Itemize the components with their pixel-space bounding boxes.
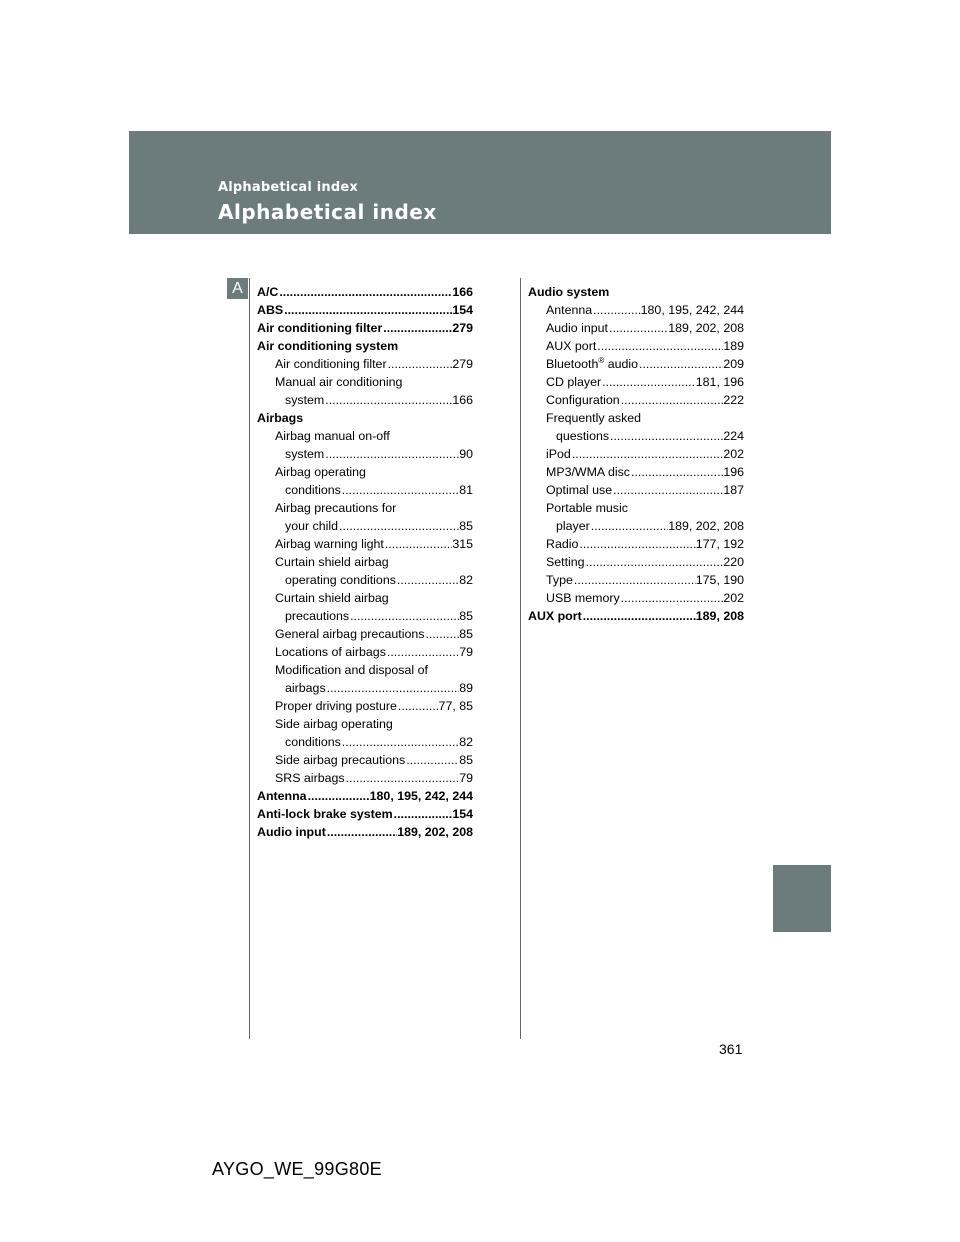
index-term: conditions [285,483,341,497]
index-entry [257,319,473,337]
index-term: USB memory [546,591,620,605]
dot-leader [612,481,723,499]
index-entry [257,481,473,499]
index-heading [257,499,473,517]
index-heading-text: Side airbag operating [275,717,393,731]
page-number: 361 [719,1041,743,1057]
index-entry [257,643,473,661]
page-reference[interactable]: 181, 196 [695,375,744,389]
dot-leader [307,787,370,805]
index-heading-text: Air conditioning system [257,339,399,353]
index-heading [528,499,744,517]
dot-leader [571,445,724,463]
index-term: Bluetooth® audio [546,355,639,371]
index-entry [528,391,744,409]
index-entry [528,337,744,355]
index-heading [257,715,473,733]
index-term: Audio input [546,321,609,335]
index-heading [528,283,744,301]
page-reference[interactable]: 180, 195, 242, 244 [640,303,744,317]
section-label: Alphabetical index [218,180,358,195]
index-entry [528,589,744,607]
index-entry [257,571,473,589]
index-entry [257,751,473,769]
page-reference[interactable]: 175, 190 [695,573,744,587]
dot-leader [582,607,696,625]
index-term: Audio input [257,825,326,839]
index-heading-text: Frequently asked [546,411,642,425]
page-reference[interactable]: 189, 202, 208 [397,825,473,839]
dot-leader [278,283,452,301]
dot-leader [396,571,459,589]
index-entry [528,373,744,391]
index-term: system [285,447,325,461]
index-letter-tab: A [227,278,248,299]
index-term: A/C [257,285,279,299]
dot-leader [590,517,668,535]
dot-leader [585,553,724,571]
index-entry [528,535,744,553]
index-entry [257,733,473,751]
dot-leader [608,319,668,337]
page-reference[interactable]: 166 [452,393,473,407]
dot-leader [283,301,452,319]
page-reference[interactable]: 90 [459,447,473,461]
document-code: AYGO_WE_99G80E [212,1159,382,1179]
index-entry [257,355,473,373]
index-entry [257,607,473,625]
page-reference[interactable]: 85 [459,609,473,623]
index-term: Configuration [546,393,620,407]
page-reference[interactable]: 180, 195, 242, 244 [369,789,473,803]
dot-leader [638,355,723,373]
dot-leader [609,427,723,445]
page-reference[interactable]: 189 [723,339,744,353]
page-reference[interactable]: 222 [723,393,744,407]
index-entry [257,301,473,319]
dot-leader [387,355,453,373]
page-reference[interactable]: 89 [459,681,473,695]
index-heading-text: Airbag manual on-off [275,429,390,443]
page-reference[interactable]: 82 [459,573,473,587]
page-reference[interactable]: 81 [459,483,473,497]
dot-leader [324,445,459,463]
index-heading-text: Manual air conditioning [275,375,403,389]
index-heading [257,661,473,679]
dot-leader [397,697,439,715]
page-reference[interactable]: 77, 85 [438,699,473,713]
page-reference[interactable]: 166 [452,285,473,299]
index-entry [257,391,473,409]
page-reference[interactable]: 187 [723,483,744,497]
column-divider-left [249,278,250,1039]
page-reference[interactable]: 79 [459,645,473,659]
index-term: questions [556,429,610,443]
dot-leader [393,805,453,823]
index-term: iPod [546,447,571,461]
dot-leader [341,481,459,499]
page-reference[interactable]: 154 [452,303,473,317]
page-reference[interactable]: 224 [723,429,744,443]
page-reference[interactable]: 189, 202, 208 [668,519,744,533]
index-term: Air conditioning filter [257,321,383,335]
index-entry [257,769,473,787]
index-term: Antenna [546,303,593,317]
page-reference[interactable]: 196 [723,465,744,479]
index-heading-text: Audio system [528,285,610,299]
index-term: Side airbag precautions [275,753,406,767]
index-term: operating conditions [285,573,396,587]
page-reference[interactable]: 202 [723,591,744,605]
page-reference[interactable]: 177, 192 [695,537,744,551]
page-reference[interactable]: 189, 202, 208 [668,321,744,335]
index-term: Proper driving posture [275,699,397,713]
dot-leader [424,625,459,643]
index-heading-text: Portable music [546,501,628,515]
dot-leader [620,589,724,607]
index-entry [528,553,744,571]
index-entry [257,679,473,697]
page-reference[interactable]: 279 [452,321,473,335]
index-term: Setting [546,555,585,569]
index-heading [257,409,473,427]
index-term: Antenna [257,789,307,803]
index-heading-text: Modification and disposal of [275,663,428,677]
index-heading-text: Airbag operating [275,465,366,479]
index-entry [528,481,744,499]
page-reference[interactable]: 220 [723,555,744,569]
dot-leader [326,679,460,697]
index-entry [528,571,744,589]
dot-leader [592,301,640,319]
index-term: ABS [257,303,284,317]
index-term: SRS airbags [275,771,345,785]
index-entry [257,535,473,553]
page-reference[interactable]: 202 [723,447,744,461]
dot-leader [386,643,459,661]
index-entry [528,319,744,337]
dot-leader [326,823,397,841]
registered-mark: ® [598,355,605,365]
dot-leader [338,517,459,535]
dot-leader [573,571,696,589]
page-reference[interactable]: 85 [459,753,473,767]
index-heading-text: Curtain shield airbag [275,555,389,569]
index-term: General airbag precautions [275,627,425,641]
index-entry [528,427,744,445]
index-term: Locations of airbags [275,645,386,659]
dot-leader [341,733,459,751]
index-entry [528,463,744,481]
index-column-2 [528,283,744,625]
index-term: conditions [285,735,341,749]
index-term: Air conditioning filter [275,357,387,371]
page-reference[interactable]: 209 [723,357,744,371]
index-term: MP3/WMA disc [546,465,630,479]
index-entry [528,517,744,535]
index-term: precautions [285,609,350,623]
column-divider-middle [520,278,521,1039]
index-heading [257,463,473,481]
index-entry [528,355,744,373]
dot-leader [630,463,723,481]
dot-leader [601,373,696,391]
dot-leader [349,607,459,625]
index-term: Anti-lock brake system [257,807,393,821]
index-term: Type [546,573,573,587]
dot-leader [578,535,695,553]
dot-leader [384,535,452,553]
index-term: Radio [546,537,579,551]
index-entry [528,301,744,319]
index-term: your child [285,519,339,533]
page-reference[interactable]: 82 [459,735,473,749]
index-entry [257,787,473,805]
index-entry [257,445,473,463]
page-title: Alphabetical index [218,200,437,224]
index-heading [257,553,473,571]
index-heading [257,589,473,607]
index-entry [257,283,473,301]
index-entry [257,805,473,823]
page-reference[interactable]: 85 [459,519,473,533]
page-reference[interactable]: 315 [452,537,473,551]
page-reference[interactable]: 85 [459,627,473,641]
page-reference[interactable]: 154 [452,807,473,821]
index-column-1 [257,283,473,841]
index-heading [257,337,473,355]
index-entry [257,625,473,643]
dot-leader [345,769,460,787]
index-entry [257,517,473,535]
page-reference[interactable]: 189, 208 [695,609,744,623]
index-term: system [285,393,325,407]
dot-leader [596,337,723,355]
index-term: CD player [546,375,602,389]
index-entry [257,823,473,841]
index-heading [257,427,473,445]
index-heading-text: Curtain shield airbag [275,591,389,605]
index-term: Optimal use [546,483,613,497]
index-entry [528,607,744,625]
index-entry [257,697,473,715]
page-reference[interactable]: 79 [459,771,473,785]
dot-leader [382,319,452,337]
dot-leader [324,391,452,409]
index-term: player [556,519,590,533]
index-term: airbags [285,681,326,695]
dot-leader [620,391,724,409]
chapter-thumb-tab [773,865,831,932]
index-entry [528,445,744,463]
page-reference[interactable]: 279 [452,357,473,371]
dot-leader [405,751,459,769]
index-heading-text: Airbags [257,411,304,425]
index-term: AUX port [528,609,582,623]
index-term: AUX port [546,339,597,353]
index-heading [257,373,473,391]
index-heading [528,409,744,427]
index-heading-text: Airbag precautions for [275,501,397,515]
index-term: Airbag warning light [275,537,384,551]
